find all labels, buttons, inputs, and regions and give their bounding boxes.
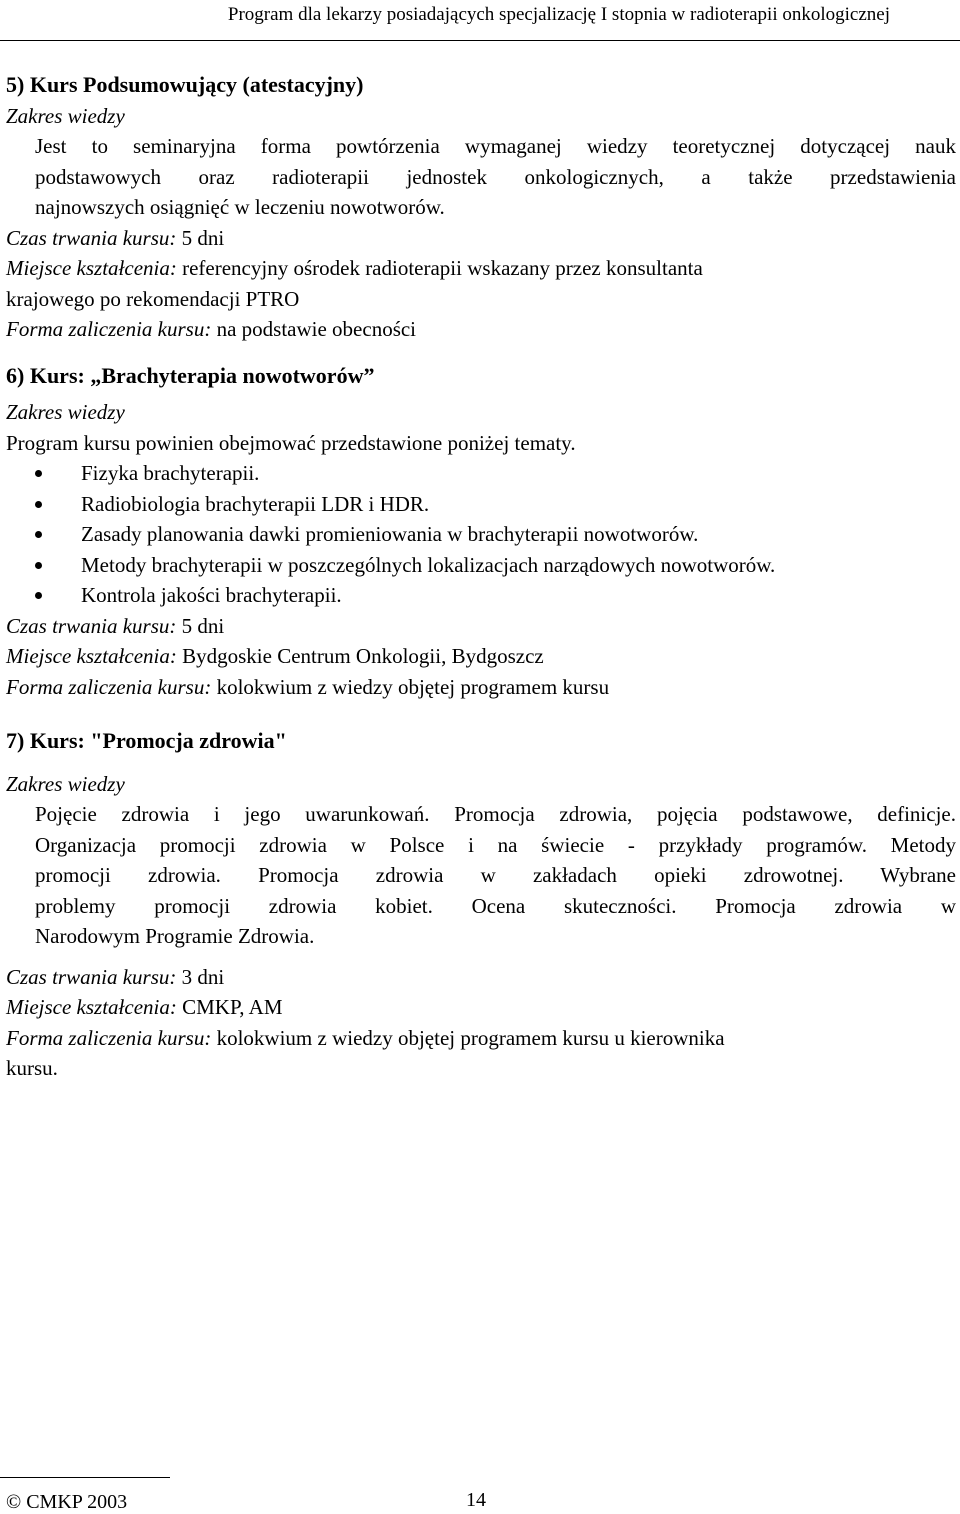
bullet-icon [35, 562, 42, 569]
miejsce-value: referencyjny ośrodek radioterapii wskazany przez konsultanta [176, 256, 703, 280]
list-item: Radiobiologia brachyterapii LDR i HDR. [6, 489, 956, 520]
miejsce-value: Bydgoskie Centrum Onkologii, Bydgoszcz [176, 644, 544, 668]
section-7-paragraph-line: Narodowym Programie Zdrowia. [35, 924, 315, 948]
section-7-forma-cont: kursu. [6, 1056, 58, 1080]
forma-value: na podstawie obecności [211, 317, 417, 341]
section-6-topic-list [6, 458, 956, 611]
czas-value: 3 dni [176, 964, 225, 989]
header-rule [0, 40, 960, 41]
running-header: Program dla lekarzy posiadających specjalizację I stopnia w radioterapii onkologicznej [227, 4, 890, 25]
section-5-miejsce-cont: krajowego po rekomendacji PTRO [6, 286, 300, 311]
section-7-paragraph-line: Pojęcie zdrowia i jego uwarunkowań. Promocja zdrowia, pojęcia podstawowe, definicje. [35, 802, 956, 826]
section-5-paragraph-line: podstawowych oraz radioterapii jednostek onkologicznych, a także przedstawienia [35, 164, 956, 189]
list-item: Fizyka brachyterapii. [6, 458, 956, 489]
miejsce-label: Miejsce kształcenia: [6, 995, 177, 1019]
forma-label: Forma zaliczenia kursu: [6, 317, 212, 341]
forma-label: Forma zaliczenia kursu: [6, 1025, 212, 1050]
list-item: Metody brachyterapii w poszczególnych lokalizacjach narządowych nowotworów. [6, 550, 956, 581]
section-7-paragraph-line: Organizacja promocji zdrowia w Polsce i na świecie - przykłady programów. Metody [35, 832, 956, 857]
section-5-forma [6, 314, 956, 345]
section-6-zakres-label: Zakres wiedzy [6, 400, 125, 424]
footer-rule [0, 1477, 170, 1478]
bullet-icon [35, 531, 42, 538]
section-5-zakres-label: Zakres wiedzy [6, 103, 125, 128]
footer-copyright: © CMKP 2003 [6, 1491, 128, 1513]
list-item: Zasady planowania dawki promieniowania w brachyterapii nowotworów. [6, 519, 956, 550]
bullet-icon [35, 501, 42, 508]
czas-value: 5 dni [176, 225, 225, 250]
section-7-paragraph-line: problemy promocji zdrowia kobiet. Ocena skuteczności. Promocja zdrowia w [35, 893, 956, 918]
section-5-paragraph-line: Jest to seminaryjna forma powtórzenia wymaganej wiedzy teoretycznej dotyczącej nauk [35, 134, 956, 158]
section-7-czas [6, 962, 956, 993]
section-6-forma [6, 672, 956, 703]
forma-label: Forma zaliczenia kursu: [6, 674, 212, 699]
section-7-forma [6, 1023, 956, 1054]
list-item: Kontrola jakości brachyterapii. [6, 580, 956, 611]
section-6-czas [6, 611, 956, 642]
miejsce-label: Miejsce kształcenia: [6, 256, 177, 280]
forma-value: kolokwium z wiedzy objętej programem kursu u kierownika [211, 1025, 725, 1050]
section-5-czas [6, 223, 956, 254]
czas-label: Czas trwania kursu: [6, 964, 177, 989]
section-5-paragraph-line: najnowszych osiągnięć w leczeniu nowotworów. [35, 195, 445, 219]
document-body [6, 70, 956, 1084]
miejsce-label: Miejsce kształcenia: [6, 644, 177, 668]
bullet-icon [35, 592, 42, 599]
czas-label: Czas trwania kursu: [6, 613, 177, 638]
section-7-paragraph-line: promocji zdrowia. Promocja zdrowia w zakładach opieki zdrowotnej. Wybrane [35, 863, 956, 887]
czas-label: Czas trwania kursu: [6, 225, 177, 250]
section-6-heading: 6) Kurs: „Brachyterapia nowotworów” [6, 362, 375, 388]
bullet-icon [35, 470, 42, 477]
section-5-miejsce [6, 253, 956, 284]
section-7-heading: 7) Kurs: "Promocja zdrowia" [6, 728, 287, 753]
forma-value: kolokwium z wiedzy objętej programem kursu [211, 674, 610, 699]
section-6-miejsce [6, 641, 956, 672]
section-5-heading: 5) Kurs Podsumowujący (atestacyjny) [6, 72, 364, 97]
section-7-zakres-label: Zakres wiedzy [6, 771, 125, 796]
page-number: 14 [466, 1489, 486, 1511]
czas-value: 5 dni [176, 613, 225, 638]
miejsce-value: CMKP, AM [176, 995, 283, 1019]
section-7-miejsce [6, 992, 956, 1023]
section-6-intro: Program kursu powinien obejmować przedstawione poniżej tematy. [6, 430, 576, 455]
